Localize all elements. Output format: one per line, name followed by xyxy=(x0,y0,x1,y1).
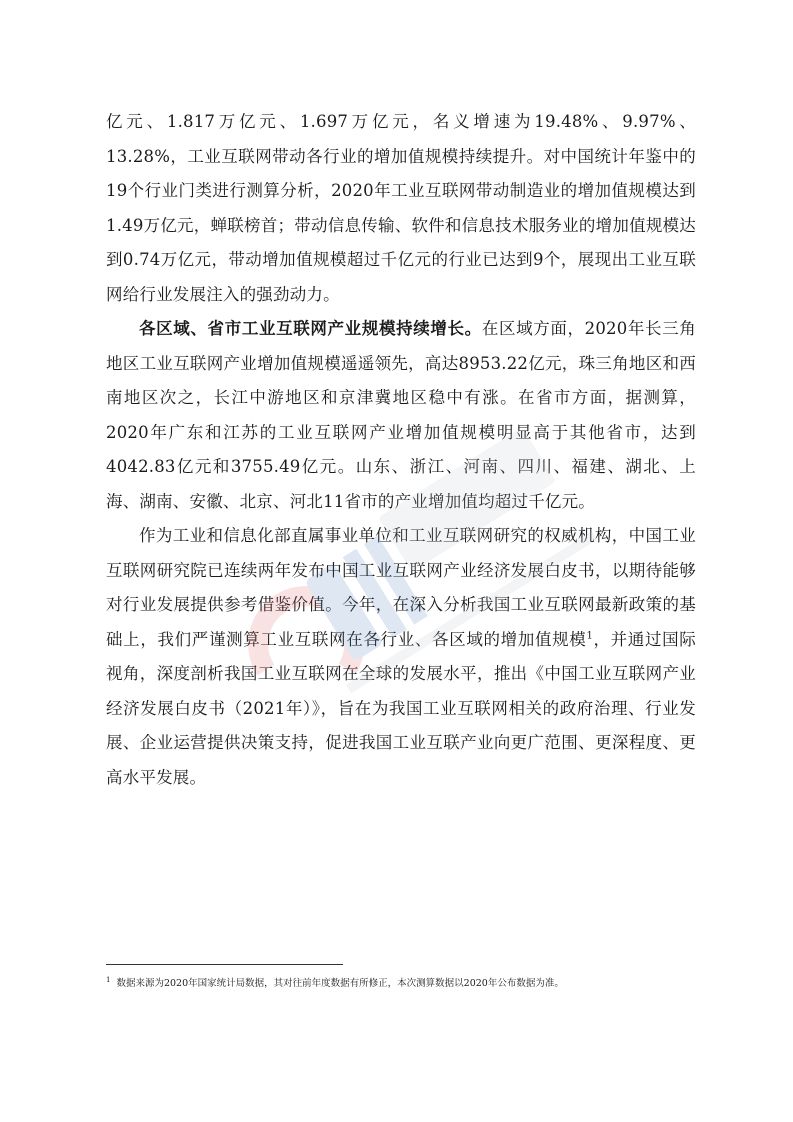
footnote-marker: 1 xyxy=(106,975,111,984)
paragraph-regional-growth xyxy=(106,312,696,519)
paragraph-text: 在区域方面，2020年长三角地区工业互联网产业增加值规模遥遥领先，高达8953.22亿元，珠三角地区和西南地区次之，长江中游地区和京津冀地区稳中有涨。在省市方面，据测算，2020年广东和江苏的工业互联网产业增加值规模明显高于其他省市，达到4042.83亿元和3755.49亿元。山东、浙江、河南、四川、福建、湖北、上海、湖南、安徽、北京、河北11省市的产业增加值均超过千亿元。 xyxy=(106,319,697,511)
paragraph-text: 作为工业和信息化部直属事业单位和工业互联网研究的权威机构，中国工业互联网研究院已连续两年发布中国工业互联网产业经济发展白皮书，以期待能够对行业发展提供参考借鉴价值。今年，在深入分析我国工业互联网最新政策的基础上，我们严谨测算工业互联网在各行业、各区域的增加值规模 xyxy=(106,526,696,649)
paragraph-growth-by-industry xyxy=(106,105,696,312)
footnote-divider xyxy=(106,964,343,965)
body-text xyxy=(106,105,696,795)
footnote xyxy=(106,977,706,991)
paragraph-whitepaper-intro xyxy=(106,519,696,795)
footnote-text: 数据来源为2020年国家统计局数据，其对往前年度数据有所修正，本次测算数据以2020年公布数据为准。 xyxy=(116,978,564,989)
paragraph-text: 亿元、1.817万亿元、1.697万亿元，名义增速为19.48%、9.97%、13.28%，工业互联网带动各行业的增加值规模持续提升。对中国统计年鉴中的19个行业门类进行测算分析，2020年工业互联网带动制造业的增加值规模达到1.49万亿元，蝉联榜首；带动信息传输、软件和信息技术服务业的增加值规模达到0.74万亿元，带动增加值规模超过千亿元的行业已达到9个，展现出工业互联网给行业发展注入的强劲动力。 xyxy=(106,112,696,304)
paragraph-lead-heading: 各区域、省市工业互联网产业规模持续增长。 xyxy=(139,319,482,338)
footnote-reference[interactable]: 1 xyxy=(586,630,594,641)
paragraph-text: ，并通过国际视角，深度剖析我国工业互联网在全球的发展水平，推出《中国工业互联网产业经济发展白皮书（2021年）》，旨在为我国工业互联网相关的政府治理、行业发展、企业运营提供决策支持，促进我国工业互联产业向更广范围、更深程度、更高水平发展。 xyxy=(106,629,696,787)
